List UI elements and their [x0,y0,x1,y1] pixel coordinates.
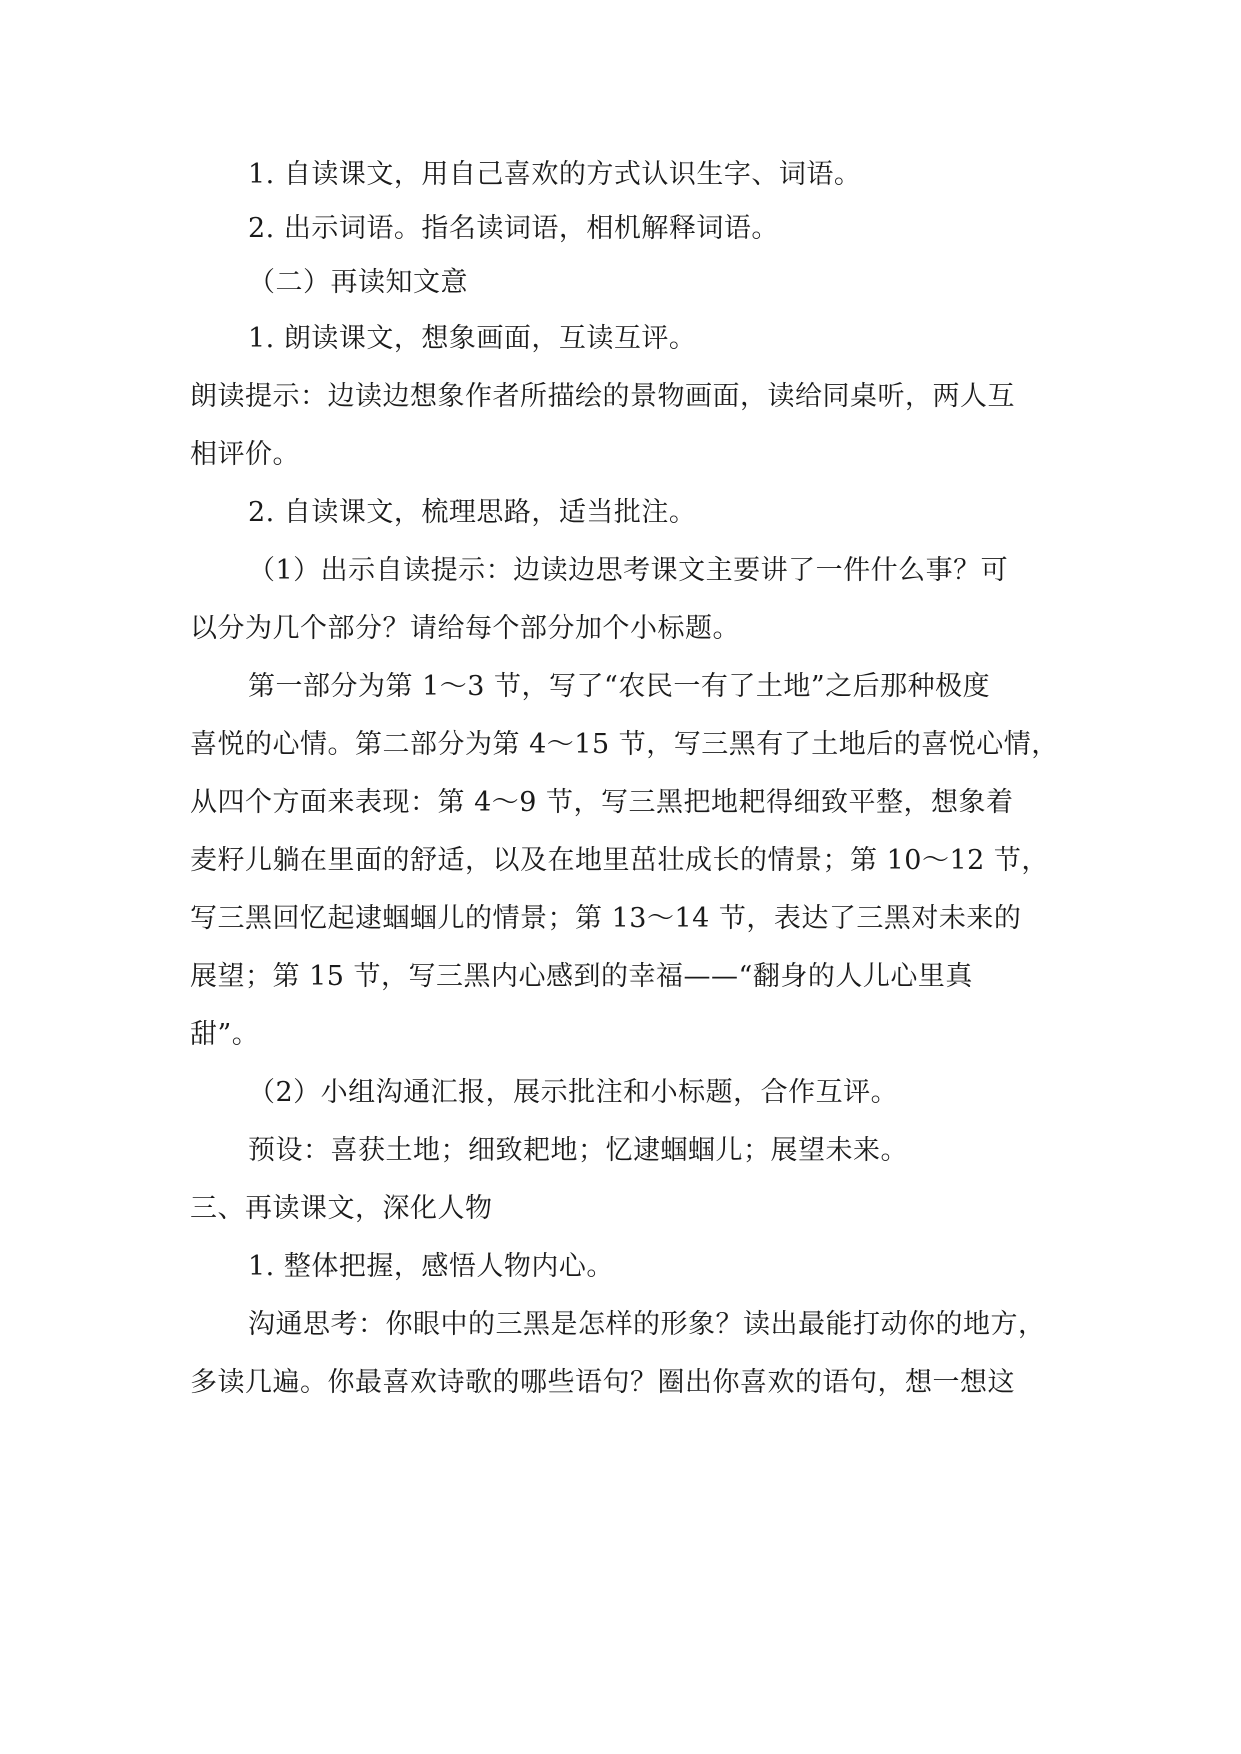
text-line: 2. 出示词语。指名读词语，相机解释词语。 [248,213,779,244]
text-line: 以分为几个部分？请给每个部分加个小标题。 [190,613,740,644]
text-line: 1. 朗读课文，想象画面，互读互评。 [248,323,697,354]
text-line: 2. 自读课文，梳理思路，适当批注。 [248,497,697,528]
section-heading: 三、再读课文，深化人物 [190,1193,493,1224]
text-line: 展望；第 15 节，写三黑内心感到的幸福——“翻身的人儿心里真 [190,961,973,992]
text-line: 甜”。 [190,1019,260,1050]
text-line: 麦籽儿躺在里面的舒适，以及在地里茁壮成长的情景；第 10～12 节， [190,845,1049,876]
text-line: 相评价。 [190,439,300,470]
text-line: 写三黑回忆起逮蝈蝈儿的情景；第 13～14 节，表达了三黑对未来的 [190,903,1022,934]
section-subheading: （二）再读知文意 [248,267,468,298]
text-line: 预设：喜获土地；细致耙地；忆逮蝈蝈儿；展望未来。 [248,1135,908,1166]
text-line: 1. 自读课文，用自己喜欢的方式认识生字、词语。 [248,159,862,190]
text-line: 1. 整体把握，感悟人物内心。 [248,1251,614,1282]
text-line: 沟通思考：你眼中的三黑是怎样的形象？读出最能打动你的地方， [248,1309,1046,1340]
text-line: 第一部分为第 1～3 节，写了“农民一有了土地”之后那种极度 [248,671,991,702]
text-line: 从四个方面来表现：第 4～9 节，写三黑把地耙得细致平整，想象着 [190,787,1014,818]
text-line: （2）小组沟通汇报，展示批注和小标题，合作互评。 [248,1077,899,1108]
text-line: 喜悦的心情。第二部分为第 4～15 节，写三黑有了土地后的喜悦心情， [190,729,1059,760]
text-line: 多读几遍。你最喜欢诗歌的哪些语句？圈出你喜欢的语句，想一想这 [190,1367,1015,1398]
text-line: （1）出示自读提示：边读边思考课文主要讲了一件什么事？可 [248,555,1009,586]
text-line: 朗读提示：边读边想象作者所描绘的景物画面，读给同桌听，两人互 [190,381,1015,412]
